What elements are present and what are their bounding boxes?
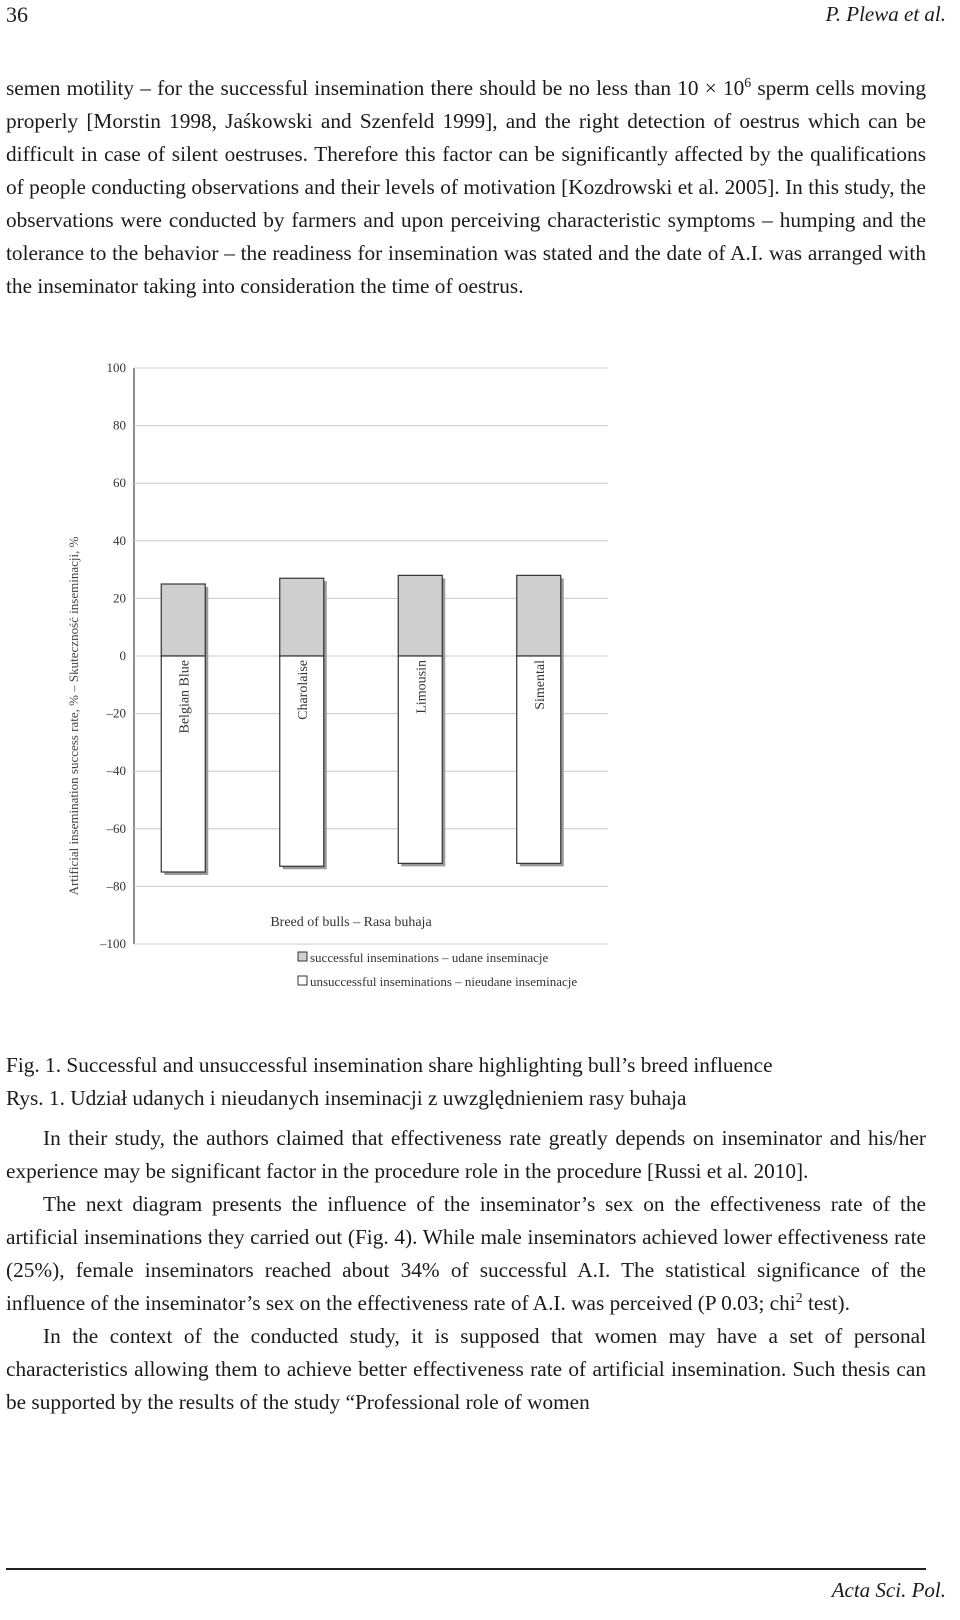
footer-rule <box>6 1568 926 1570</box>
y-tick-label: 40 <box>113 532 126 548</box>
paragraph-semen-motility <box>6 72 926 303</box>
paragraph-effectiveness: In their study, the authors claimed that effectiveness rate greatly depends on inseminator and his/her experience may be significant factor in the procedure role in the procedure [Russi et al. 2010]. <box>6 1126 926 1183</box>
y-tick-label: –40 <box>106 763 126 779</box>
bar-successful <box>517 575 561 656</box>
figure-caption <box>6 1049 773 1115</box>
page-number: 36 <box>6 2 28 27</box>
y-axis-label: Artificial insemination success rate, % – Skuteczność inseminacji, % <box>66 536 81 896</box>
y-tick-label: 0 <box>119 648 126 663</box>
bar-successful <box>280 578 324 656</box>
paragraph-text: test). <box>802 1291 850 1315</box>
legend-swatch-unsuccessful <box>298 976 307 985</box>
legend-swatch-successful <box>298 952 307 961</box>
superscript: 6 <box>744 74 752 90</box>
superscript: 2 <box>795 1289 803 1305</box>
y-tick-label: –80 <box>106 878 126 894</box>
y-tick-label: 80 <box>113 417 126 433</box>
footer-journal: Acta Sci. Pol. <box>831 1578 946 1602</box>
paragraph-text: The next diagram presents the influence of the inseminator’s sex on the effectiveness rate of the artificial inseminations they carried out (Fig. 4). While male inseminators achieved lower effectiveness rate (25%), female inseminators reached about 34% of successful A.I. The statistical significance of the influence of the inseminator’s sex on the effectiveness rate of A.I. was perceived (P 0.03; chi <box>6 1192 926 1315</box>
x-category-label: Simental <box>532 660 548 710</box>
y-tick-label: –100 <box>100 936 126 951</box>
caption-polish: Rys. 1. Udział udanych i nieudanych inseminacji z uwzględnieniem rasy buhaja <box>6 1086 687 1110</box>
paragraph-text: sperm cells moving properly [Morstin 1998, Jaśkowski and Szenfeld 1999], and the right detection of oestrus which can be difficult in case of silent oestruses. Therefore this factor can be significantly affected by the qualifications of people conducting observations and their levels of motivation [Kozdrowski et al. 2005]. In this study, the observations were conducted by farmers and upon perceiving characteristic symptoms – humping and the tolerance to the behavior – the readiness for insemination was stated and the date of A.I. was arranged with the inseminator taking into consideration the time of oestrus. <box>6 76 926 298</box>
paragraph-text: semen motility – for the successful insemination there should be no less than 10 × 10 <box>6 76 745 100</box>
paragraph-top <box>6 72 926 303</box>
y-tick-label: 100 <box>106 360 126 375</box>
caption-english: Fig. 1. Successful and unsuccessful insemination share highlighting bull’s breed influence <box>6 1053 773 1077</box>
y-tick-label: –60 <box>106 820 126 836</box>
y-tick-label: 60 <box>113 475 126 491</box>
bar-successful <box>398 575 442 656</box>
figure <box>60 352 680 1032</box>
bar-successful <box>161 584 205 656</box>
paragraphs-bottom <box>6 1122 926 1419</box>
x-axis-label: Breed of bulls – Rasa buhaja <box>270 915 432 930</box>
bar-chart <box>60 352 680 1032</box>
x-category-label: Belgian Blue <box>177 660 193 734</box>
running-head: P. Plewa et al. <box>825 2 946 26</box>
paragraph-inseminator-sex <box>6 1188 926 1320</box>
y-tick-label: –20 <box>106 705 126 721</box>
y-tick-label: 20 <box>113 590 126 606</box>
legend-label-successful: successful inseminations – udane inseminacje <box>310 950 549 965</box>
legend-label-unsuccessful: unsuccessful inseminations – nieudane inseminacje <box>310 974 578 989</box>
x-category-label: Limousin <box>414 660 430 714</box>
paragraph-women: In the context of the conducted study, it is supposed that women may have a set of personal characteristics allowing them to achieve better effectiveness rate of artificial insemination. Such thesis can be supported by the results of the study “Professional role of women <box>6 1324 926 1414</box>
x-category-label: Charolaise <box>295 660 311 720</box>
